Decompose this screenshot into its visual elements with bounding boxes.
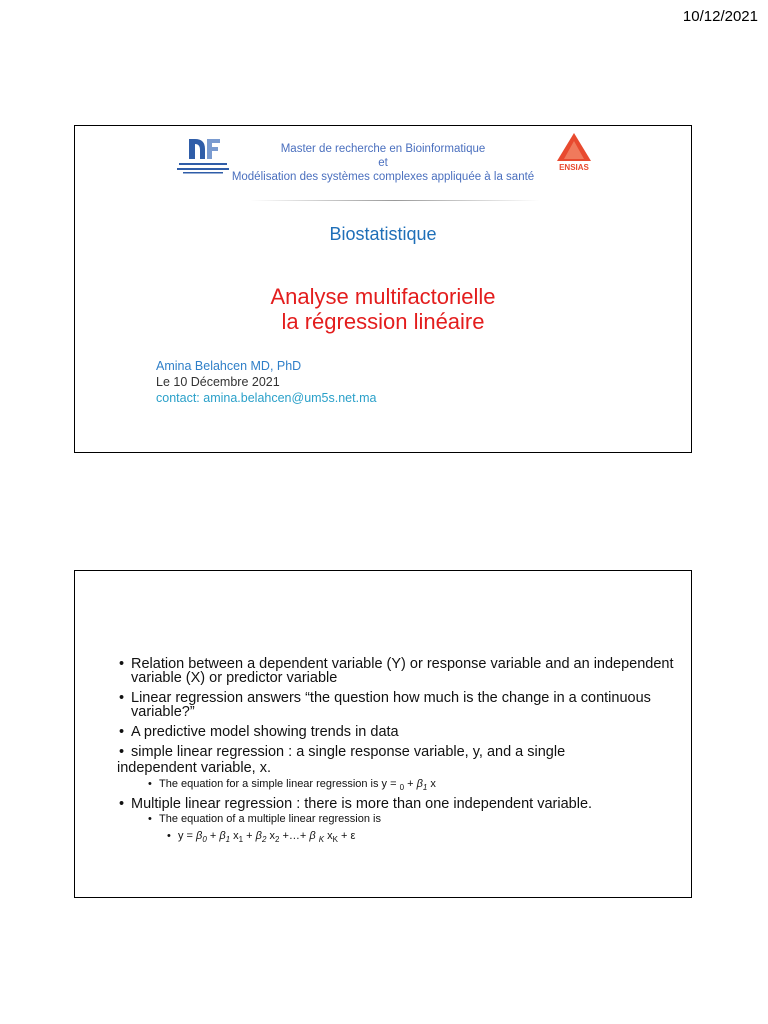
slide-title [74, 125, 692, 453]
presentation-date: Le 10 Décembre 2021 [156, 375, 280, 389]
ensias-logo-label: ENSIAS [559, 163, 589, 172]
contact-email[interactable]: contact: amina.belahcen@um5s.net.ma [156, 391, 377, 405]
program-header [75, 142, 691, 184]
header-line-1: Master de recherche en Bioinformatique [280, 143, 486, 155]
header-line-2: et [378, 157, 388, 169]
bullet-linear-regression: • Linear regression answers “the question how much is the change in a continuous variable?” [117, 691, 677, 719]
course-subject: Biostatistique [329, 224, 437, 244]
header-line-3: Modélisation des systèmes complexes appliquée à la santé [231, 171, 535, 183]
page-date: 10/12/2021 [682, 8, 758, 25]
bullet-relation: • Relation between a dependent variable (Y) or response variable and an independent variable (X) or predictor variable [117, 657, 677, 685]
multiple-regression-formula: • $y = \beta_0 + \beta_1$ $x_1 + \beta_2$ $x_2$ +…+ β $_K$ $x_K + \varepsilon$ [166, 830, 677, 846]
author-block [156, 358, 376, 406]
slide-linear-regression [74, 570, 692, 898]
author-name: Amina Belahcen MD, PhD [156, 359, 302, 373]
bullet-multiple-regression: • Multiple linear regression : there is more than one independent variable. [117, 797, 677, 811]
header-divider [250, 200, 540, 201]
presentation-title [75, 284, 691, 334]
sub-bullet-multiple-equation: • The equation of a multiple linear regression is [147, 813, 677, 826]
title-line-1: Analyse multifactorielle [270, 284, 496, 309]
bullet-simple-regression: • simple linear regression : a single response variable, y, and a single [117, 745, 677, 759]
bullet-simple-regression-cont: independent variable, x. [117, 760, 271, 776]
sub-bullet-simple-equation: • The equation for a simple linear regression is $y = _0 + \beta_1$ x [147, 778, 677, 794]
ensias-logo-icon [553, 131, 595, 173]
simple-equation-text: The equation for a simple linear regression is y = [159, 778, 397, 790]
bullet-list [117, 657, 677, 846]
bullet-predictive-model: • A predictive model showing trends in data [117, 725, 677, 739]
title-line-2: la régression linéaire [281, 309, 485, 334]
